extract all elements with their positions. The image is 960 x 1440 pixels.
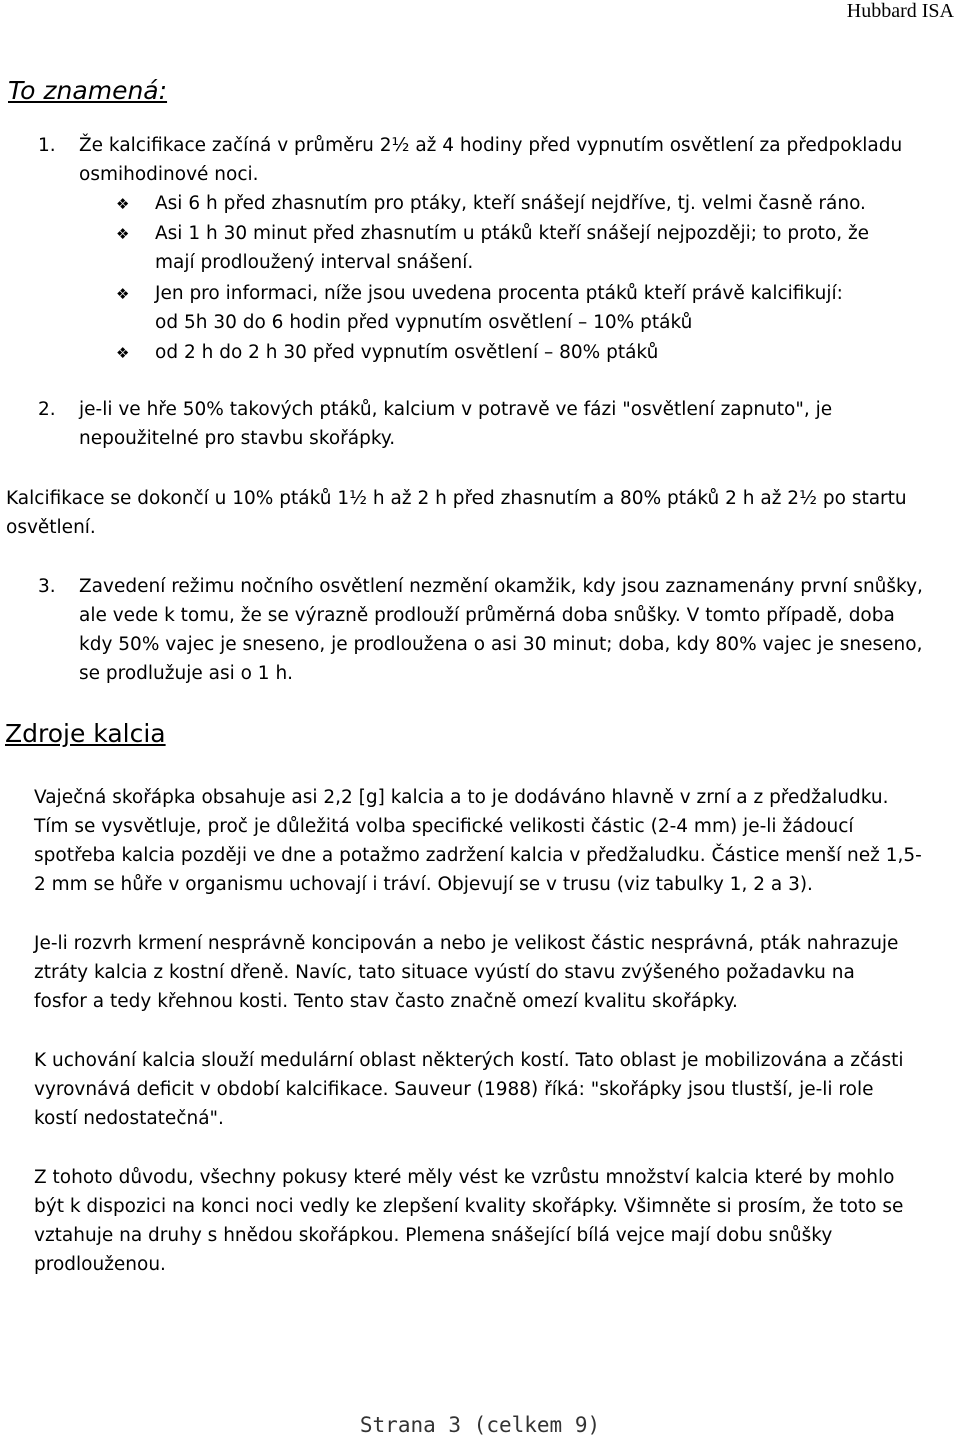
para4-line-2: být k dispozici na konci noci vedly ke zlepšení kvality skořápky. Všimněte si prosím, že toto se [34,1196,904,1217]
item1-line-2: osmihodinové noci. [79,164,259,185]
para1-line-1: Vaječná skořápka obsahuje asi 2,2 [g] kalcia a to je dodáváno hlavně v zrní a z předžaludku. [34,787,889,808]
item3-line-1: Zavedení režimu nočního osvětlení nezmění okamžik, kdy jsou zaznamenány první snůšky, [79,576,923,597]
para3-line-2: vyrovnává deficit v období kalcifikace. Sauveur (1988) říká: "skořápky jsou tlustší, je-li role [34,1079,874,1100]
bullet-3-line-2: od 5h 30 do 6 hodin před vypnutím osvětlení – 10% ptáků [155,312,693,333]
bullet-2-line-1: Asi 1 h 30 minut před zhasnutím u ptáků kteří snášejí nejpozději; to proto, že [155,223,870,244]
para1-line-2: Tím se vysvětluje, proč je důležitá volba specifické velikosti částic (2-4 mm) je-li žádoucí [34,816,854,837]
diamond-bullet-icon: ❖ [116,225,130,243]
item-number-1: 1. [38,135,56,156]
item3-line-2: ale vede k tomu, že se výrazně prodlouží průměrná doba snůšky. V tomto případě, doba [79,605,895,626]
diamond-bullet-icon: ❖ [116,285,130,303]
bullet-1-line-1: Asi 6 h před zhasnutím pro ptáky, kteří snášejí nejdříve, tj. velmi časně ráno. [155,193,866,214]
para3-line-1: K uchování kalcia slouží medulární oblast některých kostí. Tato oblast je mobilizována a zčásti [34,1050,904,1071]
diamond-bullet-icon: ❖ [116,344,130,362]
section-heading-zdroje-kalcia: Zdroje kalcia [5,719,166,748]
item1-line-1: Že kalcifikace začíná v průměru 2½ až 4 hodiny před vypnutím osvětlení za předpokladu [79,135,903,156]
kalcifikace-paragraph-line-1: Kalcifikace se dokončí u 10% ptáků 1½ h až 2 h před zhasnutím a 80% ptáků 2 h až 2½ po startu [6,488,907,509]
para2-line-1: Je-li rozvrh krmení nesprávně koncipován a nebo je velikost částic nesprávná, pták nahrazuje [34,933,899,954]
item-number-3: 3. [38,576,56,597]
bullet-4-line-1: od 2 h do 2 h 30 před vypnutím osvětlení – 80% ptáků [155,342,659,363]
para1-line-4: 2 mm se hůře v organismu uchovají i tráví. Objevují se v trusu (viz tabulky 1, 2 a 3). [34,874,813,895]
section-heading-to-znamena: To znamená: [8,76,168,105]
item-number-2: 2. [38,399,56,420]
page-footer: Strana 3 (celkem 9) [359,1413,601,1437]
para1-line-3: spotřeba kalcia později ve dne a potažmo zadržení kalcia v předžaludku. Částice menší než 1,5- [34,845,922,866]
kalcifikace-paragraph-line-2: osvětlení. [6,517,96,538]
item2-line-1: je-li ve hře 50% takových ptáků, kalcium v potravě ve fázi "osvětlení zapnuto", je [79,399,833,420]
para2-line-3: fosfor a tedy křehnou kosti. Tento stav často značně omezí kvalitu skořápky. [34,991,738,1012]
item3-line-3: kdy 50% vajec je sneseno, je prodloužena o asi 30 minut; doba, kdy 80% vajec je sneseno, [79,634,923,655]
para2-line-2: ztráty kalcia z kostní dřeně. Navíc, tato situace vyústí do stavu zvýšeného požadavku na [34,962,855,983]
para4-line-1: Z tohoto důvodu, všechny pokusy které měly vést ke vzrůstu množství kalcia které by mohlo [34,1167,895,1188]
item3-line-4: se prodlužuje asi o 1 h. [79,663,294,684]
para3-line-3: kostí nedostatečná". [34,1108,224,1129]
para4-line-4: prodlouženou. [34,1254,166,1275]
header-company: Hubbard ISA [846,0,954,22]
item2-line-2: nepoužitelné pro stavbu skořápky. [79,428,396,449]
para4-line-3: vztahuje na druhy s hnědou skořápkou. Plemena snášející bílá vejce mají dobu snůšky [34,1225,833,1246]
diamond-bullet-icon: ❖ [116,195,130,213]
bullet-3-line-1: Jen pro informaci, níže jsou uvedena procenta ptáků kteří právě kalcifikují: [155,283,843,304]
bullet-2-line-2: mají prodloužený interval snášení. [155,252,474,273]
